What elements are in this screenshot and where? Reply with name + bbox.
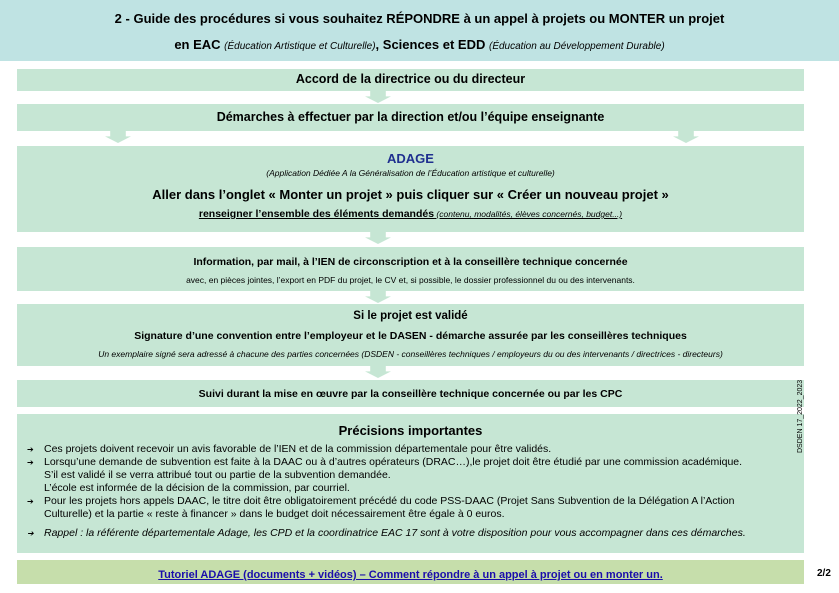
- step-demarches: [17, 104, 804, 131]
- step-adage: [17, 146, 804, 232]
- validated-line2: Un exemplaire signé sera adressé à chacune des parties concernées (DSDEN - conseillères techniques / employeurs du ou des intervenants / directrices - directeurs): [98, 349, 723, 359]
- adage-fill-detail: (contenu, modalités, élèves concernés, budget...): [434, 209, 623, 219]
- validated-line1: Signature d’une convention entre l’employeur et le DASEN - démarche assurée par les conseillères techniques: [134, 330, 687, 342]
- arrow-down-icon: [365, 291, 391, 303]
- page-header: [0, 0, 839, 61]
- arrow-down-icon: [365, 366, 391, 378]
- adage-subtitle: (Application Dédiée A la Généralisation de l’Éducation artistique et culturelle): [266, 168, 555, 178]
- step-validated: [17, 304, 804, 366]
- precision-item: ➔ Lorsqu’une demande de subvention est faite à la DAAC ou à d’autres opérateurs (DRAC…),le projet doit être étudié par une commission académique.: [27, 456, 743, 468]
- page-number: 2/2: [817, 568, 831, 579]
- header-title-line2: [0, 37, 839, 52]
- header-edd-detail: (Éducation au Développement Durable): [489, 41, 665, 52]
- arrow-down-icon: [365, 232, 391, 244]
- precision-item-cont: S’il est validé il se verra attribué tout ou partie de la subvention demandée.: [44, 469, 391, 481]
- footer-link-wrap: [17, 565, 804, 583]
- header-eac: en EAC: [174, 37, 225, 52]
- arrow-bullet-icon: ➔: [27, 497, 34, 506]
- arrow-down-icon: [673, 131, 699, 143]
- precision-item: ➔ Rappel : la référente départementale Adage, les CPD et la coordinatrice EAC 17 sont à votre disposition pour vous accompagner dans ces démarches.: [27, 527, 746, 539]
- step-demarches-text: Démarches à effectuer par la direction et/ou l’équipe enseignante: [216, 110, 605, 124]
- info-line2: avec, en pièces jointes, l’export en PDF du projet, le CV et, si possible, le dossier professionnel du ou des intervenants.: [186, 275, 635, 285]
- adage-fill: renseigner l’ensemble des éléments demandés: [198, 208, 435, 220]
- precisions-list: [27, 443, 797, 540]
- step-information: [17, 247, 804, 291]
- header-sciences: , Sciences et EDD: [375, 37, 489, 52]
- header-eac-detail: (Éducation Artistique et Culturelle): [224, 41, 376, 52]
- step-followup: [17, 380, 804, 407]
- adage-fill-line: [17, 208, 804, 220]
- precision-item: ➔ Ces projets doivent recevoir un avis favorable de l’IEN et de la commission départementale pour être validés.: [27, 443, 552, 455]
- arrow-bullet-icon: ➔: [27, 445, 34, 454]
- info-line1: Information, par mail, à l’IEN de circonscription et à la conseillère technique concernée: [193, 256, 628, 268]
- side-reference: DSDEN 17_2022_2023: [797, 379, 804, 453]
- precision-item: ➔ Pour les projets hors appels DAAC, le titre doit être obligatoirement précédé du code PSS-DAAC (Projet Sans Subvention de la Délégation A l’Action: [27, 495, 735, 507]
- tutorial-link[interactable]: Tutoriel ADAGE (documents + vidéos) – Comment répondre à un appel à projet ou en monter un.: [158, 569, 663, 581]
- precisions-title: Précisions importantes: [338, 423, 483, 438]
- footer-bar: [17, 560, 804, 584]
- followup-text: Suivi durant la mise en œuvre par la conseillère technique concernée ou par les CPC: [198, 388, 623, 400]
- validated-title: Si le projet est validé: [353, 310, 468, 322]
- step-accord: [17, 69, 804, 91]
- arrow-down-icon: [105, 131, 131, 143]
- arrow-down-icon: [365, 91, 391, 103]
- precision-item-cont: Culturelle) et la partie « reste à financer » dans le budget doit nécessairement être égale à 0 euros.: [44, 508, 505, 520]
- precisions-box: [17, 414, 804, 553]
- precision-item-cont: L’école est informée de la décision de la commission, par courriel.: [44, 482, 350, 494]
- step-accord-text: Accord de la directrice ou du directeur: [295, 72, 526, 86]
- arrow-bullet-icon: ➔: [27, 458, 34, 467]
- adage-title: ADAGE: [387, 151, 434, 166]
- arrow-bullet-icon: ➔: [27, 529, 34, 538]
- header-title-line1: 2 - Guide des procédures si vous souhaitez RÉPONDRE à un appel à projets ou MONTER un projet: [114, 11, 725, 26]
- adage-instruction: Aller dans l’onglet « Monter un projet » puis cliquer sur « Créer un nouveau projet »: [152, 187, 669, 202]
